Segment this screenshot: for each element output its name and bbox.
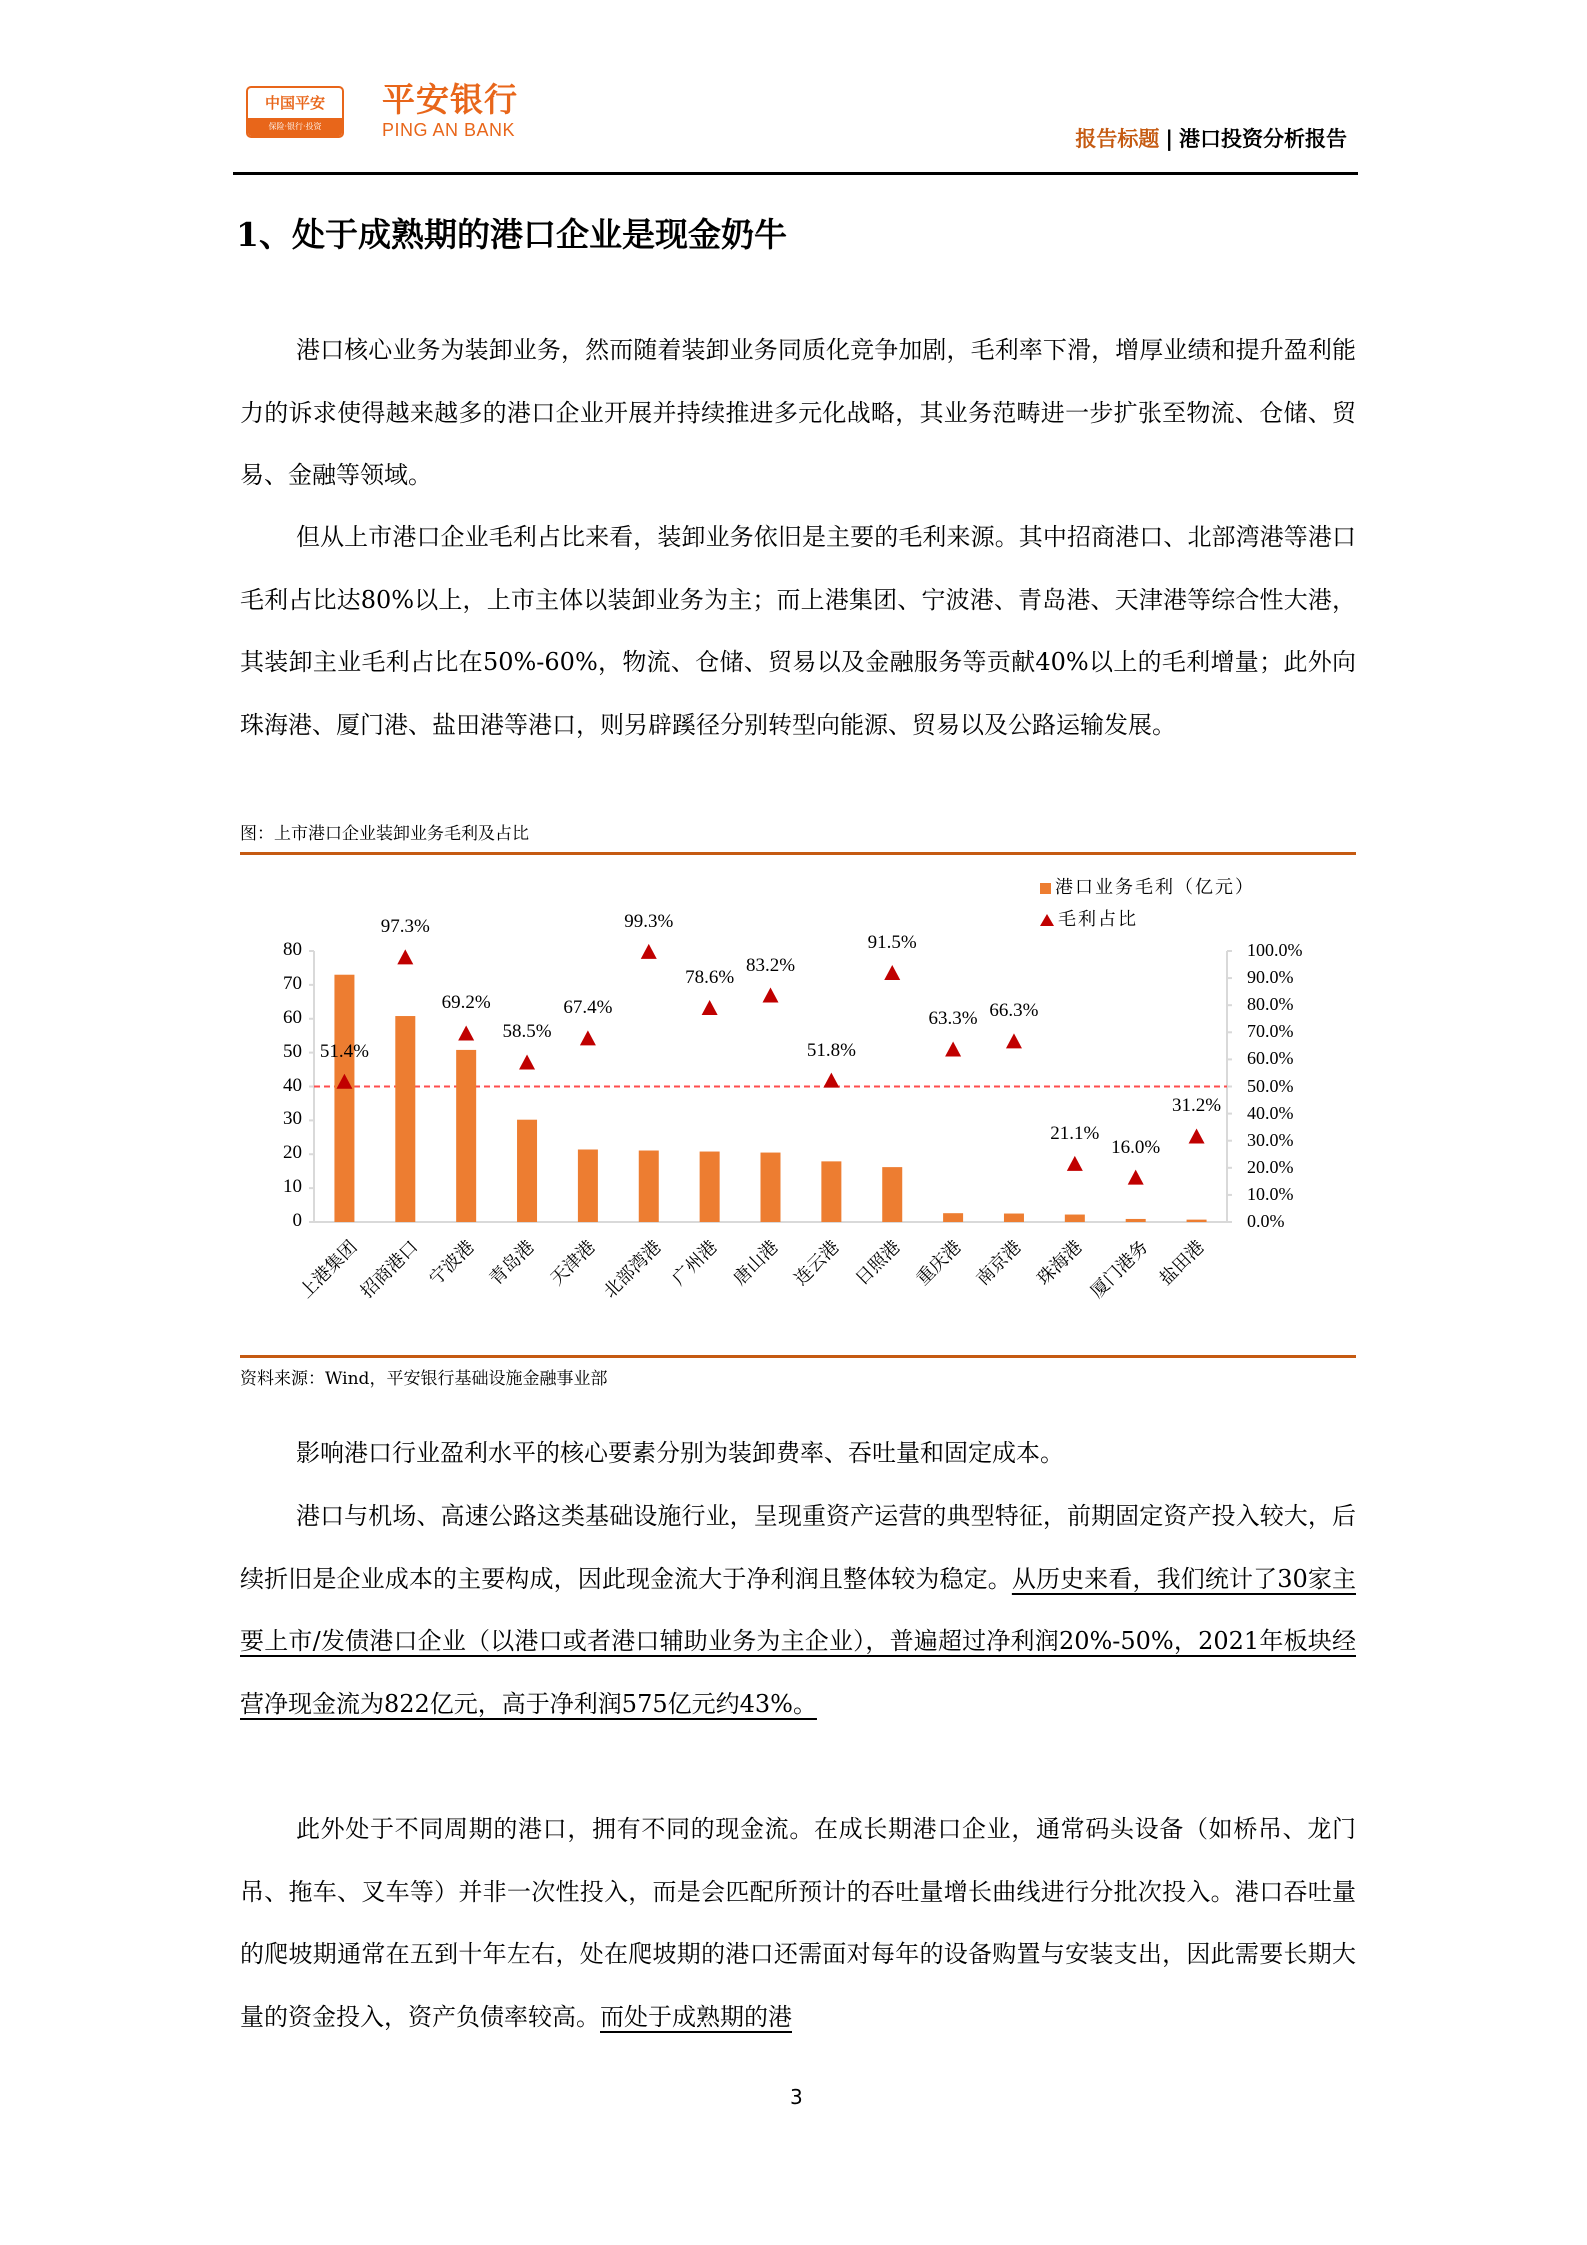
paragraph-emphasis: 而处于成熟期的港 (600, 2002, 792, 2031)
data-label: 91.5% (867, 932, 917, 954)
right-axis-tick: 60.0% (1247, 1048, 1294, 1069)
header-separator: | (1165, 127, 1173, 151)
left-axis-tick: 40 (283, 1074, 302, 1096)
logo-group-name: 中国平安 (264, 94, 325, 112)
bar (821, 1161, 841, 1222)
paragraph-plain: 港口与机场、高速公路这类基础设施行业，呈现重资产运营的典型特征，前期固定资产投入较大，后续折旧是企业成本的主要构成，因此现金流大于净利润且整体较为稳定。 (240, 1502, 1356, 1593)
left-axis-tick: 20 (283, 1142, 302, 1164)
paragraph-4 (240, 1485, 1356, 1735)
x-axis-label: 招商港口 (356, 1236, 423, 1303)
triangle-marker-icon (945, 1041, 961, 1056)
x-axis-label: 重庆港 (911, 1236, 966, 1290)
x-axis-label: 宁波港 (425, 1236, 479, 1290)
bar (517, 1120, 537, 1222)
x-axis-label: 广州港 (668, 1236, 722, 1290)
left-axis-tick: 30 (283, 1108, 302, 1130)
triangle-marker-icon (641, 944, 657, 959)
bar (639, 1151, 659, 1222)
triangle-marker-icon (519, 1054, 535, 1069)
paragraph-plain: 此外处于不同周期的港口，拥有不同的现金流。在成长期港口企业，通常码头设备（如桥吊、龙门吊、拖车、叉车等）并非一次性投入，而是会匹配所预计的吞吐量增长曲线进行分批次投入。港口吞吐量的爬坡期通常在五到十年左右，处在爬坡期的港口还需面对每年的设备购置与安装支出，因此需要长期大量的资金投入，资产负债率较高。 (240, 1815, 1356, 2031)
right-axis-tick: 80.0% (1247, 994, 1294, 1015)
paragraph-text (240, 1485, 1356, 1735)
right-axis-tick: 20.0% (1247, 1156, 1294, 1177)
triangle-marker-icon (458, 1025, 474, 1040)
page-number: 3 (790, 2085, 803, 2109)
legend-item-ratio (1040, 904, 1255, 936)
triangle-marker-icon (884, 965, 900, 980)
x-axis-label: 南京港 (972, 1236, 1026, 1290)
bar (395, 1016, 415, 1222)
bar (1187, 1220, 1207, 1222)
paragraph-emphasis: 从历史来看，我们统计了30家主要上市/发债港口企业（以港口或者港口辅助业务为主企业），普遍超过净利润20%-50%，2021年板块经营净现金流为822亿元，高于净利润575亿元约43%。 (240, 1564, 1356, 1718)
bar (700, 1152, 720, 1222)
right-axis-tick: 100.0% (1247, 940, 1303, 960)
data-label: 67.4% (563, 997, 613, 1019)
left-axis-tick: 10 (283, 1176, 302, 1198)
brand-name-en: PING AN BANK (382, 120, 516, 140)
paragraph-1 (240, 319, 1356, 507)
data-label: 51.4% (319, 1040, 369, 1062)
data-label: 21.1% (1050, 1122, 1100, 1144)
x-axis-label: 盐田港 (1155, 1236, 1209, 1290)
triangle-marker-icon (397, 949, 413, 964)
figure-source: 资料来源：Wind，平安银行基础设施金融事业部 (240, 1369, 608, 1389)
bar (1004, 1214, 1024, 1222)
report-label: 报告标题 (1075, 127, 1160, 151)
bar (334, 975, 354, 1222)
pingan-group-logo (246, 86, 344, 138)
bar (1126, 1219, 1146, 1222)
report-header (1075, 126, 1347, 152)
left-axis-tick: 0 (292, 1210, 302, 1231)
x-axis-label: 北部湾港 (600, 1236, 666, 1303)
x-axis-label: 珠海港 (1033, 1236, 1087, 1290)
bar (882, 1167, 902, 1222)
x-axis-label: 日照港 (851, 1236, 905, 1290)
triangle-marker-icon (1067, 1156, 1083, 1171)
data-label: 58.5% (502, 1021, 552, 1043)
data-label: 69.2% (441, 992, 491, 1014)
data-label: 63.3% (928, 1008, 978, 1030)
triangle-marker-icon (702, 1000, 718, 1015)
data-label: 78.6% (685, 966, 735, 988)
bar (761, 1153, 781, 1222)
right-axis-tick: 10.0% (1247, 1183, 1294, 1204)
section-heading: 1、处于成熟期的港口企业是现金奶牛 (236, 215, 787, 254)
triangle-marker-icon (1189, 1128, 1205, 1143)
figure-bottom-rule (240, 1355, 1356, 1358)
data-label: 97.3% (380, 916, 430, 938)
data-label: 51.8% (806, 1039, 856, 1061)
x-axis-label: 厦门港务 (1087, 1236, 1153, 1303)
data-label: 83.2% (745, 954, 796, 976)
right-axis-tick: 50.0% (1247, 1075, 1294, 1096)
legend-item-bar (1040, 872, 1255, 904)
triangle-marker-icon (1128, 1170, 1144, 1185)
data-label: 16.0% (1111, 1136, 1161, 1158)
triangle-marker-icon (1006, 1033, 1022, 1048)
left-axis-tick: 80 (283, 939, 302, 960)
triangle-marker-icon (763, 988, 779, 1003)
legend-label: 毛利占比 (1058, 909, 1138, 930)
legend-label: 港口业务毛利（亿元） (1055, 877, 1255, 898)
left-axis-tick: 70 (283, 972, 302, 994)
figure-caption: 图：上市港口企业装卸业务毛利及占比 (240, 824, 529, 844)
x-axis-label: 天津港 (546, 1236, 600, 1290)
paragraph-2 (240, 506, 1356, 756)
right-axis-tick: 30.0% (1247, 1129, 1294, 1150)
data-label: 66.3% (989, 1000, 1039, 1022)
brand-name-cn: 平安银行 (382, 80, 518, 119)
paragraph-text: 但从上市港口企业毛利占比来看，装卸业务依旧是主要的毛利来源。其中招商港口、北部湾港等港口毛利占比达80%以上，上市主体以装卸业务为主；而上港集团、宁波港、青岛港、天津港等综合性大港，其装卸主业毛利占比在50%-60%，物流、仓储、贸易以及金融服务等贡献40%以上的毛利增量；此外向珠海港、厦门港、盐田港等港口，则另辟蹊径分别转型向能源、贸易以及公路运输发展。 (240, 523, 1356, 739)
data-label: 31.2% (1172, 1095, 1222, 1117)
logo-group-tagline: 保险·银行·投资 (248, 118, 342, 136)
right-axis-tick: 0.0% (1247, 1211, 1285, 1231)
x-axis-label: 青岛港 (485, 1236, 539, 1290)
bar (943, 1213, 963, 1222)
report-title: 港口投资分析报告 (1179, 127, 1347, 151)
bar (1065, 1215, 1085, 1222)
bar-swatch-icon (1040, 883, 1051, 894)
x-axis-label: 连云港 (790, 1236, 844, 1290)
right-axis-tick: 90.0% (1247, 967, 1294, 988)
chart-legend (1040, 872, 1255, 936)
triangle-marker-icon (580, 1030, 596, 1045)
header-divider (233, 172, 1358, 175)
figure-top-rule (240, 852, 1356, 855)
triangle-marker-icon (823, 1073, 839, 1088)
x-axis-label: 上港集团 (295, 1236, 362, 1303)
paragraph-text: 港口核心业务为装卸业务，然而随着装卸业务同质化竞争加剧，毛利率下滑，增厚业绩和提升盈利能力的诉求使得越来越多的港口企业开展并持续推进多元化战略，其业务范畴进一步扩张至物流、仓储、贸易、金融等领域。 (240, 336, 1356, 489)
gross-profit-chart (240, 860, 1380, 1340)
paragraph-5 (240, 1798, 1356, 2048)
triangle-marker-icon (1040, 914, 1054, 926)
right-axis-tick: 40.0% (1247, 1102, 1294, 1123)
paragraph-text: 影响港口行业盈利水平的核心要素分别为装卸费率、吞吐量和固定成本。 (296, 1439, 1064, 1467)
bar (578, 1150, 598, 1222)
bar (456, 1050, 476, 1222)
left-axis-tick: 60 (283, 1006, 302, 1028)
data-label: 99.3% (624, 910, 674, 932)
paragraph-text (240, 1798, 1356, 2048)
right-axis-tick: 70.0% (1247, 1021, 1294, 1042)
x-axis-label: 唐山港 (729, 1236, 783, 1290)
left-axis-tick: 50 (283, 1040, 302, 1062)
paragraph-3 (240, 1422, 1356, 1485)
